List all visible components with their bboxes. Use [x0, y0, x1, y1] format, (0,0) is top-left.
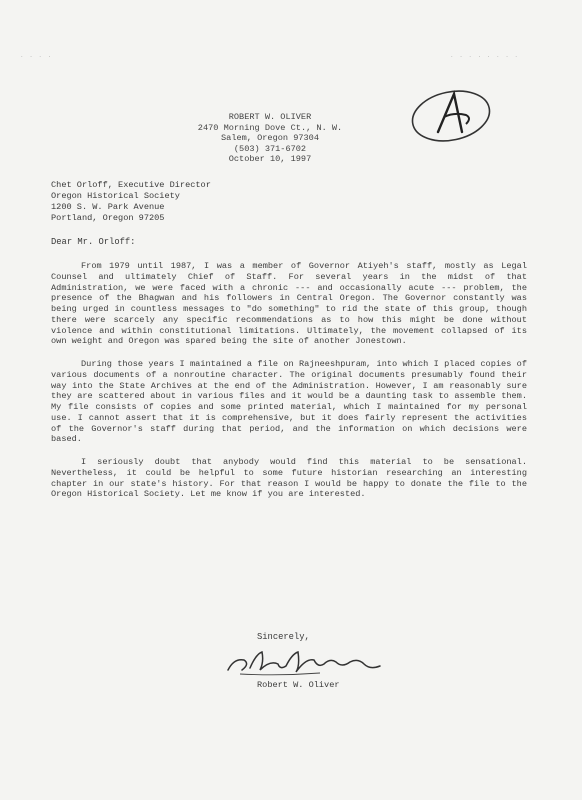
letterhead-street: 2470 Morning Dove Ct., N. W. — [197, 122, 343, 133]
body-paragraph-3: I seriously doubt that anybody would find this material to be sensational. Nevertheless, it could be helpful to some future historian researching an interesting chapter in our state's history. For that reason I would be happy to donate the file to the Oregon Historical Society. Let me know if you are interested. — [51, 457, 527, 500]
recipient-line-2: Oregon Historical Society — [51, 191, 180, 201]
recipient-address — [51, 180, 351, 224]
letterhead-city: Salem, Oregon 97304 — [221, 133, 319, 144]
body-paragraph-1: From 1979 until 1987, I was a member of Governor Atiyeh's staff, mostly as Legal Counsel and ultimately Chief of Staff. For several years in the midst of that Administration, we were faced with a chronic --- and occasionally acute --- problem, the presence of the Bhagwan and his followers in Central Oregon. The Governor constantly was being urged in countless messages to "do something" to rid the state of this group, though there were scarcely any specific recommendations as to how this might be done without violence and within constitutional limitations. Ultimately, the movement collapsed of its own weight and Oregon was spared being the site of another Jonestown. — [51, 261, 527, 347]
body-paragraph-2: During those years I maintained a file on Rajneeshpuram, into which I placed copies of various documents of a nonroutine character. The original documents presumably found their way into the State Archives at the end of the Administration. However, I am reasonably sure they are scattered about in various files and it would be a daunting task to assemble them. My file consists of copies and some printed material, which I maintained for my personal use. I cannot assert that it is comprehensive, but it does fairly represent the activities of the Governor's staff during that period, and the information on which decisions were based. — [51, 359, 527, 445]
signer-name: Robert W. Oliver — [257, 680, 340, 690]
letterhead-phone: (503) 371-6702 — [233, 143, 307, 154]
hand-drawn-seal-icon — [408, 84, 494, 144]
letterhead-name: ROBERT W. OLIVER — [228, 112, 312, 122]
scan-artifact-left: . . . . — [20, 52, 53, 59]
recipient-line-1: Chet Orloff, Executive Director — [51, 180, 211, 190]
scan-artifact-right: . . . . . . . . — [450, 52, 520, 59]
recipient-line-3: 1200 S. W. Park Avenue — [51, 202, 165, 212]
closing: Sincerely, — [257, 632, 310, 642]
salutation: Dear Mr. Orloff: — [51, 237, 136, 247]
recipient-line-4: Portland, Oregon 97205 — [51, 213, 165, 223]
letterhead — [150, 112, 390, 165]
letter-body — [51, 261, 527, 512]
handwritten-signature-icon — [220, 640, 390, 680]
letter-date: October 10, 1997 — [228, 154, 312, 165]
